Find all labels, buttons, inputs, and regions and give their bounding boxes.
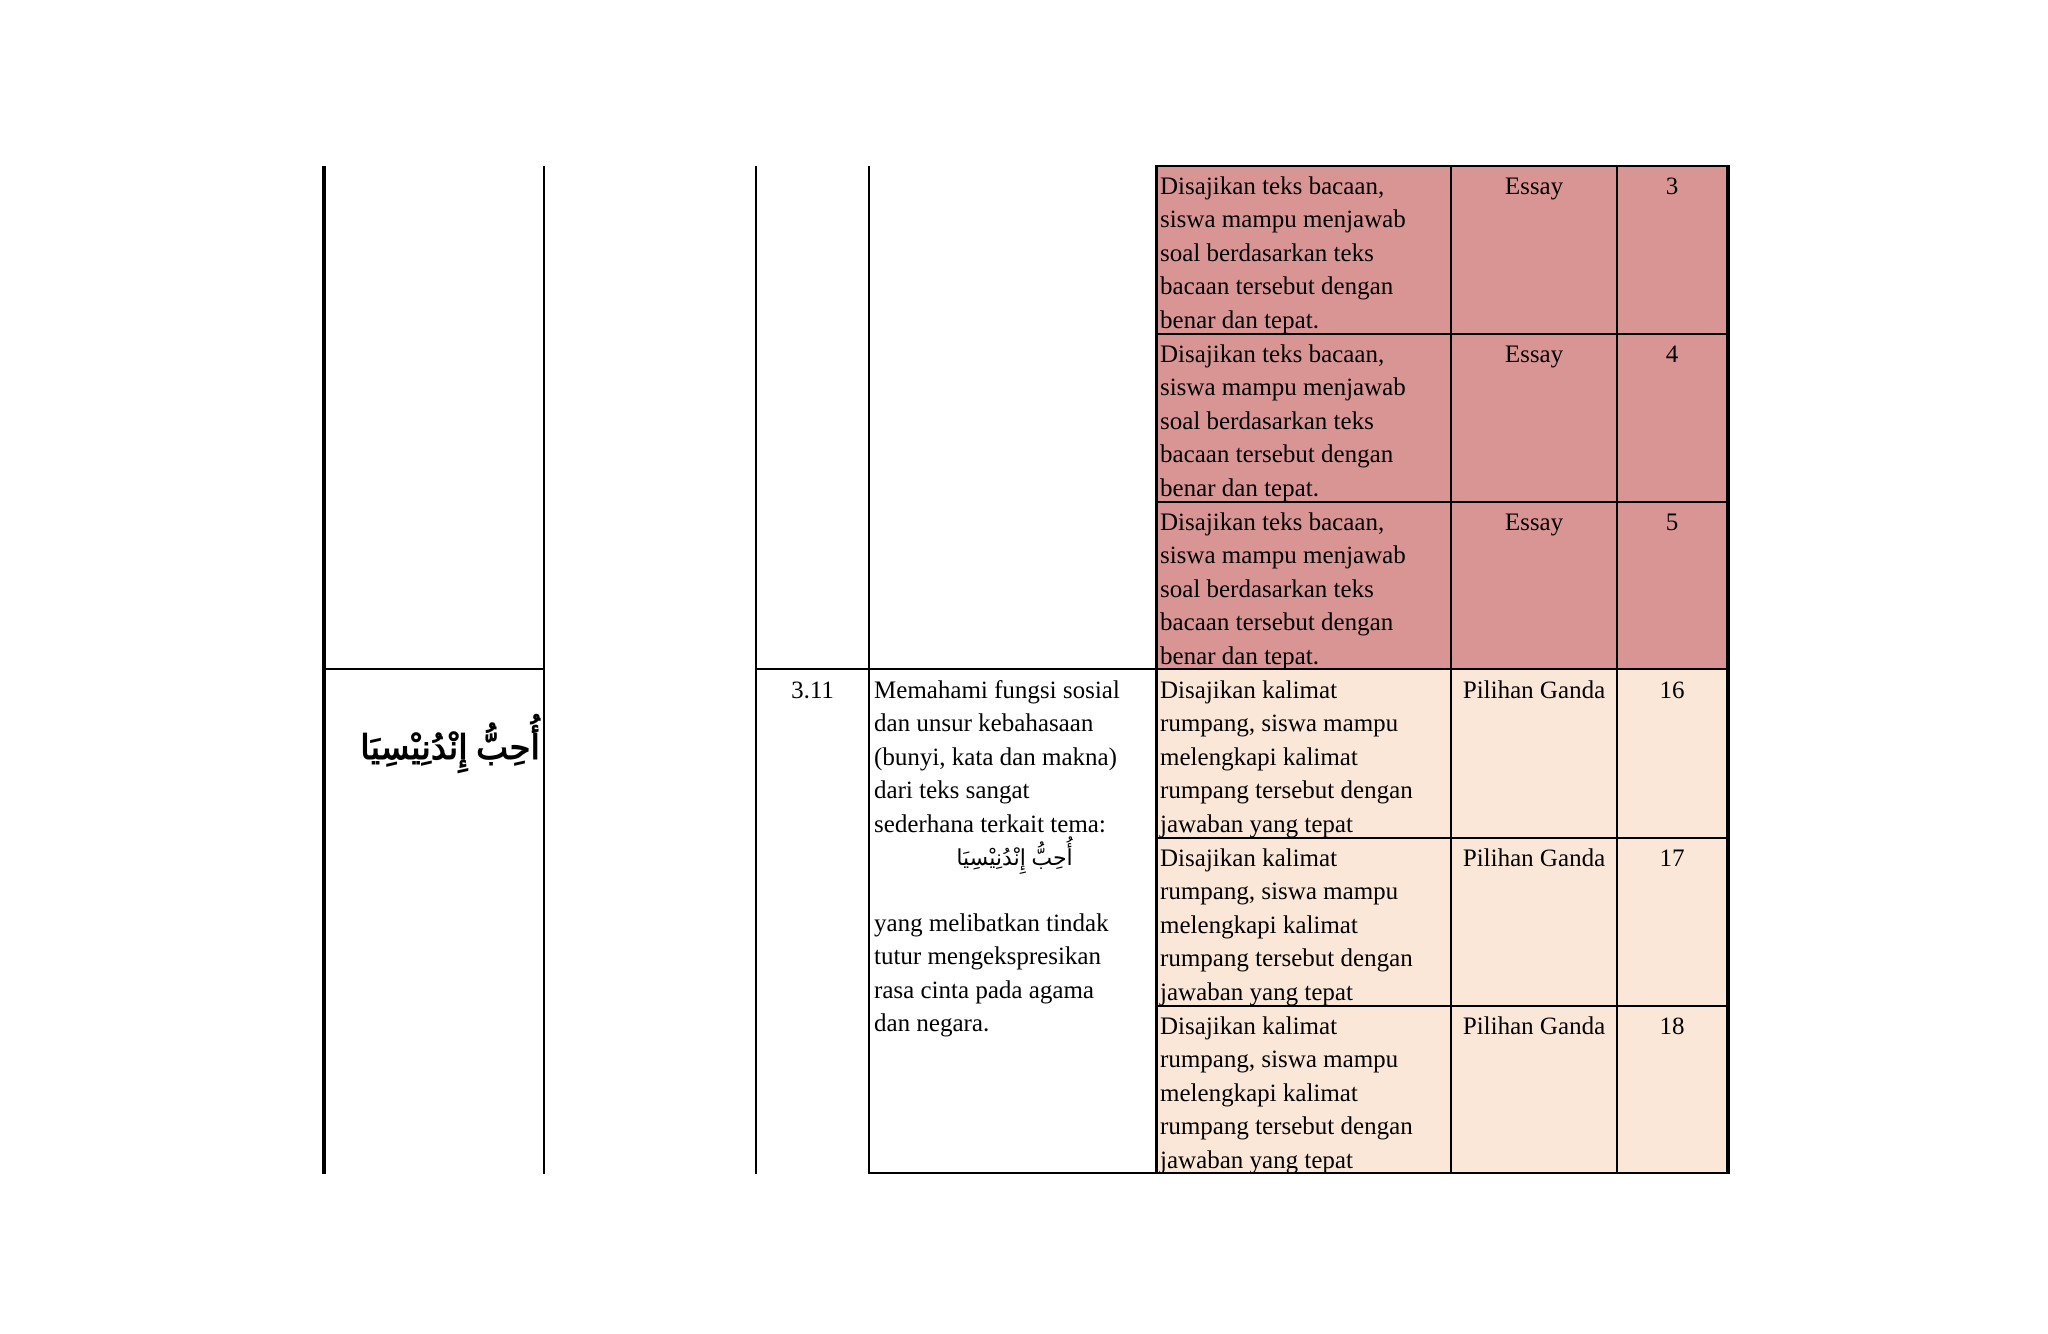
- indicator-line: rumpang, siswa mampu: [1160, 710, 1399, 738]
- indicator-line: rumpang tersebut dengan: [1160, 945, 1413, 973]
- indicator-line: bacaan tersebut dengan: [1160, 273, 1394, 301]
- indicator-line: benar dan tepat.: [1160, 474, 1319, 502]
- indicator-line: bacaan tersebut dengan: [1160, 609, 1394, 637]
- indicator-line: soal berdasarkan teks: [1160, 575, 1374, 603]
- kd-line: tutur mengekspresikan: [874, 943, 1102, 971]
- question-type: Essay: [1504, 509, 1564, 536]
- indicator-line: siswa mampu menjawab: [1160, 542, 1406, 570]
- kd-line: yang melibatkan tindak: [874, 910, 1109, 938]
- indicator-line: siswa mampu menjawab: [1160, 206, 1406, 234]
- kd-line: dan negara.: [874, 1010, 990, 1038]
- indicator-cell: [1156, 166, 1450, 337]
- section-divider-left: [322, 668, 545, 670]
- indicator-cell: [1156, 670, 1450, 841]
- indicator-line: Disajikan kalimat: [1160, 845, 1338, 872]
- kd-number: 3.11: [791, 677, 834, 704]
- table-left-border: [322, 166, 326, 1174]
- question-number: 16: [1659, 677, 1685, 704]
- indicator-line: soal berdasarkan teks: [1160, 239, 1374, 267]
- indicator-line: Disajikan teks bacaan,: [1160, 509, 1385, 536]
- question-type: Pilihan Ganda: [1462, 845, 1606, 872]
- indicator-line: melengkapi kalimat: [1160, 743, 1358, 771]
- indicator-line: rumpang tersebut dengan: [1160, 1113, 1413, 1141]
- indicator-line: Disajikan teks bacaan,: [1160, 173, 1385, 200]
- indicator-line: jawaban yang tepat: [1160, 810, 1353, 838]
- indicator-cell: [1156, 502, 1450, 673]
- indicator-line: melengkapi kalimat: [1160, 911, 1358, 939]
- kd-line: rasa cinta pada agama: [874, 976, 1095, 1004]
- table-right-border: [1726, 166, 1730, 1174]
- question-number: 17: [1659, 845, 1685, 872]
- indicator-cell: [1156, 334, 1450, 505]
- question-type: Pilihan Ganda: [1462, 677, 1606, 704]
- question-number: 3: [1665, 173, 1679, 200]
- indicator-line: rumpang, siswa mampu: [1160, 1046, 1399, 1074]
- indicator-line: Disajikan kalimat: [1160, 1013, 1338, 1040]
- question-number: 5: [1665, 509, 1679, 536]
- indicator-line: soal berdasarkan teks: [1160, 407, 1374, 435]
- kd-arabic-theme: أُحِبُّ إِنْدُنِيْسِيَا: [956, 845, 1073, 871]
- indicator-line: rumpang tersebut dengan: [1160, 777, 1413, 805]
- kd-spacer: [874, 874, 1155, 907]
- kd-line: dari teks sangat: [874, 777, 1030, 805]
- kd-line: dan unsur kebahasaan: [874, 710, 1094, 738]
- kd-line: (bunyi, kata dan makna): [874, 743, 1117, 771]
- indicator-line: jawaban yang tepat: [1160, 978, 1353, 1006]
- question-number: 4: [1665, 341, 1679, 368]
- indicator-cell: [1156, 838, 1450, 1009]
- kd-line: Memahami fungsi sosial: [874, 677, 1120, 704]
- indicator-line: Disajikan teks bacaan,: [1160, 341, 1385, 368]
- topic-arabic: أُحِبُّ إِنْدُنِيْسِيَا: [360, 730, 540, 767]
- indicator-line: Disajikan kalimat: [1160, 677, 1338, 704]
- question-type: Essay: [1504, 173, 1564, 200]
- indicator-line: benar dan tepat.: [1160, 306, 1319, 334]
- indicator-line: rumpang, siswa mampu: [1160, 878, 1399, 906]
- kd-line: sederhana terkait tema:: [874, 810, 1106, 838]
- indicator-line: bacaan tersebut dengan: [1160, 441, 1394, 469]
- question-number: 18: [1659, 1013, 1685, 1040]
- question-type: Essay: [1504, 341, 1564, 368]
- kd-text: [870, 670, 1155, 1041]
- indicator-line: siswa mampu menjawab: [1160, 374, 1406, 402]
- question-type: Pilihan Ganda: [1462, 1013, 1606, 1040]
- col-divider-1: [543, 166, 545, 1174]
- indicator-line: melengkapi kalimat: [1160, 1079, 1358, 1107]
- indicator-line: jawaban yang tepat: [1160, 1146, 1353, 1174]
- indicator-line: benar dan tepat.: [1160, 642, 1319, 670]
- indicator-cell: [1156, 1006, 1450, 1177]
